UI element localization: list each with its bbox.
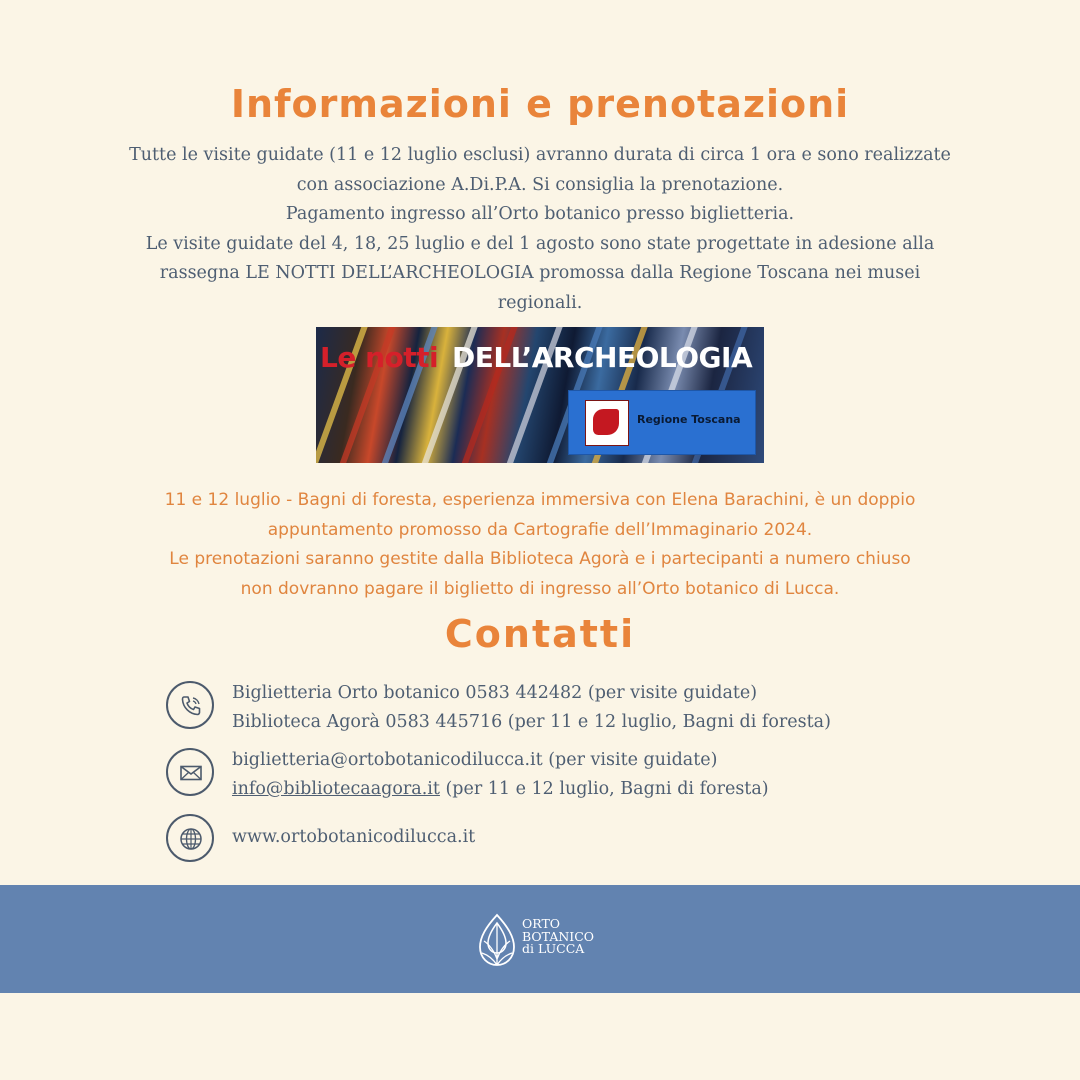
forest-paragraph: [100, 486, 980, 604]
pegasus-flag-icon: [585, 400, 629, 446]
phone-line-biblioteca: Biblioteca Agorà 0583 445716 (per 11 e 12 luglio, Bagni di foresta): [232, 712, 831, 732]
forest-line: non dovranno pagare il biglietto di ingresso all’Orto botanico di Lucca.: [240, 578, 840, 599]
globe-icon: [166, 814, 214, 862]
mail-link-biblioteca[interactable]: info@bibliotecaagora.it: [232, 779, 440, 799]
mail-line-biglietteria[interactable]: biglietteria@ortobotanicodilucca.it (per visite guidate): [232, 750, 718, 770]
banner-title-white: DELL’ARCHEOLOGIA: [452, 341, 753, 374]
banner-title-red: Le notti: [320, 341, 439, 374]
info-heading: Informazioni e prenotazioni: [230, 82, 850, 126]
info-line: Le visite guidate del 4, 18, 25 luglio e del 1 agosto sono state progettate in adesione alla: [145, 233, 935, 254]
mail-line-biblioteca: [232, 775, 769, 804]
website-link[interactable]: www.ortobotanicodilucca.it: [232, 827, 476, 847]
forest-line: 11 e 12 luglio - Bagni di foresta, esperienza immersiva con Elena Barachini, è un doppio: [164, 490, 916, 510]
regione-toscana-box: [568, 390, 756, 455]
info-line: Tutte le visite guidate (11 e 12 luglio esclusi) avranno durata di circa 1 ora e sono realizzate: [129, 145, 951, 165]
info-line: con associazione A.Di.P.A. Si consiglia la prenotazione.: [296, 174, 784, 195]
forest-line: Le prenotazioni saranno gestite dalla Biblioteca Agorà e i partecipanti a numero chiuso: [169, 549, 911, 569]
logo-line: BOTANICO: [522, 928, 595, 944]
orto-botanico-logo-icon: [478, 913, 516, 967]
logo-line: ORTO: [522, 916, 561, 931]
contacts-heading: Contatti: [444, 612, 636, 656]
logo-line: di LUCCA: [522, 941, 585, 956]
regione-toscana-label: Regione Toscana: [637, 413, 741, 426]
info-line: Pagamento ingresso all’Orto botanico presso biglietteria.: [285, 204, 795, 224]
mail-line-biblioteca-note: (per 11 e 12 luglio, Bagni di foresta): [439, 779, 769, 799]
phone-line-biglietteria: Biglietteria Orto botanico 0583 442482 (per visite guidate): [232, 683, 758, 703]
notti-archeologia-banner: [316, 327, 764, 463]
orto-botanico-logo-text: [522, 918, 594, 956]
info-line: regionali.: [497, 292, 583, 313]
info-paragraph: [100, 141, 980, 318]
footer-band: [0, 885, 1080, 993]
envelope-icon: [166, 748, 214, 796]
info-line: rassegna LE NOTTI DELL’ARCHEOLOGIA promossa dalla Regione Toscana nei musei: [159, 263, 921, 283]
phone-icon: [166, 681, 214, 729]
forest-line: appuntamento promosso da Cartografie dell’Immaginario 2024.: [267, 519, 813, 540]
